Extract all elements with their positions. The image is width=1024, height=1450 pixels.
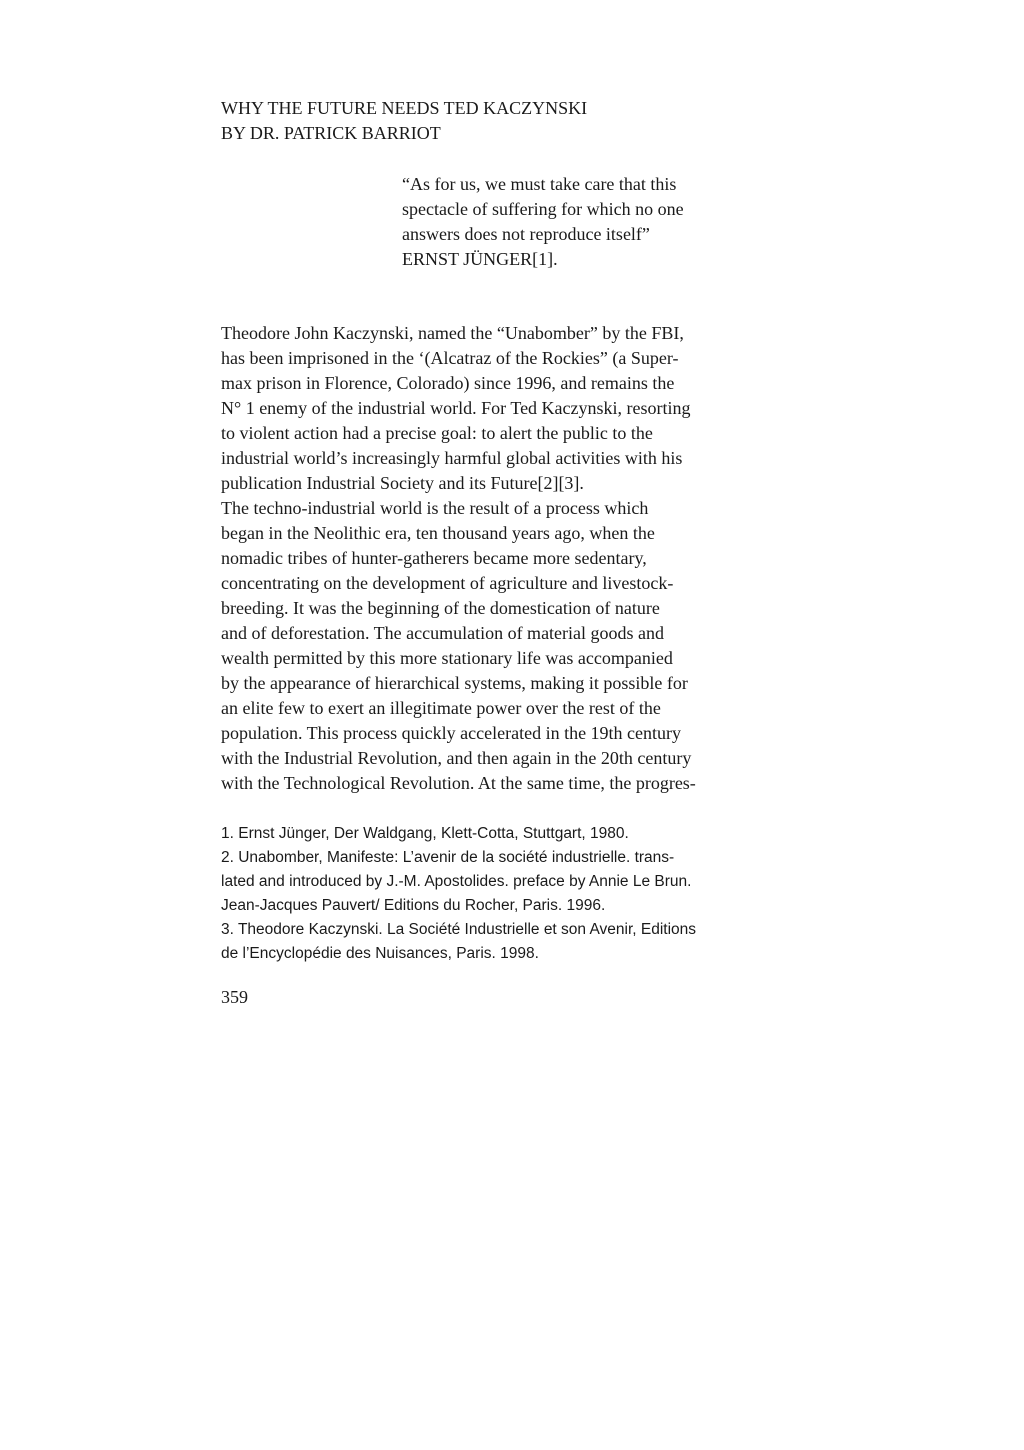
article-title: WHY THE FUTURE NEEDS TED KACZYNSKI — [221, 98, 588, 118]
body-line: concentrating on the development of agriculture and livestock- — [221, 573, 674, 593]
body-line: with the Technological Revolution. At the same time, the progres- — [221, 773, 696, 793]
body-line: N° 1 enemy of the industrial world. For Ted Kaczynski, resorting — [221, 398, 691, 418]
footnote-line: de l’Encyclopédie des Nuisances, Paris. 1998. — [221, 945, 539, 962]
epigraph-line: “As for us, we must take care that this — [402, 174, 677, 194]
body-line: population. This process quickly accelerated in the 19th century — [221, 723, 682, 743]
body-line: with the Industrial Revolution, and then again in the 20th century — [221, 748, 692, 768]
body-line: by the appearance of hierarchical systems, making it possible for — [221, 673, 688, 693]
article-byline: BY DR. PATRICK BARRIOT — [221, 123, 441, 143]
body-line: industrial world’s increasingly harmful global activities with his — [221, 448, 683, 468]
body-line: an elite few to exert an illegitimate power over the rest of the — [221, 698, 661, 718]
article-heading — [221, 96, 587, 146]
body-line: nomadic tribes of hunter-gatherers became more sedentary, — [221, 548, 647, 568]
footnote-line: 1. Ernst Jünger, Der Waldgang, Klett-Cotta, Stuttgart, 1980. — [221, 825, 629, 842]
body-line: max prison in Florence, Colorado) since 1996, and remains the — [221, 373, 675, 393]
body-line: and of deforestation. The accumulation of material goods and — [221, 623, 665, 643]
epigraph-line: answers does not reproduce itself” — [402, 224, 650, 244]
body-line: has been imprisoned in the ‘(Alcatraz of the Rockies” (a Super- — [221, 348, 679, 368]
footnote-line: lated and introduced by J.-M. Apostolides. preface by Annie Le Brun. — [221, 873, 692, 890]
body-line: to violent action had a precise goal: to alert the public to the — [221, 423, 653, 443]
body-line: The techno-industrial world is the result of a process which — [221, 498, 649, 518]
epigraph-attribution: ERNST JÜNGER[1]. — [402, 249, 558, 269]
body-text — [221, 321, 696, 796]
body-line: publication Industrial Society and its Future[2][3]. — [221, 473, 584, 493]
footnotes — [221, 822, 696, 966]
footnote-line: Jean-Jacques Pauvert/ Editions du Rocher, Paris. 1996. — [221, 897, 606, 914]
epigraph-line: spectacle of suffering for which no one — [402, 199, 684, 219]
body-line: wealth permitted by this more stationary life was accompanied — [221, 648, 673, 668]
footnote-line: 3. Theodore Kaczynski. La Société Industrielle et son Avenir, Editions — [221, 921, 697, 938]
epigraph — [402, 172, 684, 272]
body-line: began in the Neolithic era, ten thousand years ago, when the — [221, 523, 655, 543]
body-line: breeding. It was the beginning of the domestication of nature — [221, 598, 660, 618]
page-number: 359 — [221, 987, 248, 1007]
footnote-line: 2. Unabomber, Manifeste: L’avenir de la société industrielle. trans- — [221, 849, 675, 866]
body-line: Theodore John Kaczynski, named the “Unabomber” by the FBI, — [221, 323, 684, 343]
